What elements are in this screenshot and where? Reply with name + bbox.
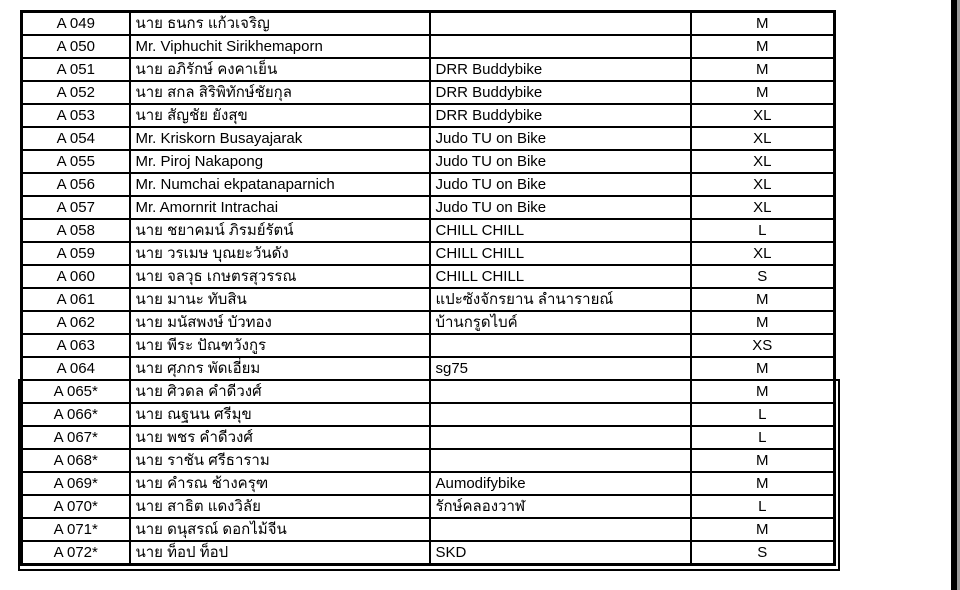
cell-code: A 055 bbox=[22, 150, 130, 173]
table-row bbox=[22, 58, 835, 81]
cell-code: A 069* bbox=[22, 472, 130, 495]
cell-code: A 062 bbox=[22, 311, 130, 334]
cell-code: A 058 bbox=[22, 219, 130, 242]
cell-code: A 060 bbox=[22, 265, 130, 288]
table-row bbox=[22, 334, 835, 357]
cell-size: M bbox=[691, 81, 835, 104]
cell-size: S bbox=[691, 541, 835, 565]
cell-size: M bbox=[691, 58, 835, 81]
cell-team: CHILL CHILL bbox=[430, 265, 691, 288]
cell-team bbox=[430, 380, 691, 403]
cell-name: นาย สาธิต แดงวิลัย bbox=[130, 495, 430, 518]
cell-size: M bbox=[691, 35, 835, 58]
cell-team: sg75 bbox=[430, 357, 691, 380]
cell-code: A 064 bbox=[22, 357, 130, 380]
cell-name: นาย สัญชัย ยังสุข bbox=[130, 104, 430, 127]
cell-code: A 068* bbox=[22, 449, 130, 472]
table-row bbox=[22, 288, 835, 311]
cell-name: นาย มนัสพงษ์ บัวทอง bbox=[130, 311, 430, 334]
cell-size: L bbox=[691, 426, 835, 449]
cell-name: นาย มานะ ทับสิน bbox=[130, 288, 430, 311]
cell-name: Mr. Viphuchit Sirikhemaporn bbox=[130, 35, 430, 58]
cell-team bbox=[430, 449, 691, 472]
table-row bbox=[22, 357, 835, 380]
table-row bbox=[22, 426, 835, 449]
table-row bbox=[22, 219, 835, 242]
cell-name: นาย ท็อป ท็อป bbox=[130, 541, 430, 565]
table-row bbox=[22, 380, 835, 403]
cell-code: A 054 bbox=[22, 127, 130, 150]
cell-name: Mr. Kriskorn Busayajarak bbox=[130, 127, 430, 150]
cell-size: XS bbox=[691, 334, 835, 357]
cell-code: A 056 bbox=[22, 173, 130, 196]
cell-size: M bbox=[691, 311, 835, 334]
cell-team: CHILL CHILL bbox=[430, 219, 691, 242]
cell-code: A 050 bbox=[22, 35, 130, 58]
cell-code: A 053 bbox=[22, 104, 130, 127]
table-row bbox=[22, 104, 835, 127]
cell-size: XL bbox=[691, 196, 835, 219]
cell-name: Mr. Piroj Nakapong bbox=[130, 150, 430, 173]
cell-name: นาย วรเมษ บุณยะวันดัง bbox=[130, 242, 430, 265]
cell-size: S bbox=[691, 265, 835, 288]
cell-team bbox=[430, 334, 691, 357]
cell-size: M bbox=[691, 357, 835, 380]
cell-name: Mr. Amornrit Intrachai bbox=[130, 196, 430, 219]
cell-size: XL bbox=[691, 150, 835, 173]
cell-code: A 072* bbox=[22, 541, 130, 565]
cell-code: A 049 bbox=[22, 12, 130, 36]
table-row bbox=[22, 311, 835, 334]
cell-name: นาย สกล สิริพิทักษ์ชัยกุล bbox=[130, 81, 430, 104]
cell-team: DRR Buddybike bbox=[430, 104, 691, 127]
cell-team: DRR Buddybike bbox=[430, 58, 691, 81]
cell-size: XL bbox=[691, 173, 835, 196]
cell-name: นาย ศุภกร พัดเอี่ยม bbox=[130, 357, 430, 380]
cell-code: A 052 bbox=[22, 81, 130, 104]
cell-size: XL bbox=[691, 104, 835, 127]
cell-size: XL bbox=[691, 127, 835, 150]
cell-team bbox=[430, 12, 691, 36]
cell-name: นาย ศิวดล คำดีวงศ์ bbox=[130, 380, 430, 403]
table-row bbox=[22, 449, 835, 472]
table-row bbox=[22, 35, 835, 58]
cell-team: Judo TU on Bike bbox=[430, 127, 691, 150]
cell-name: นาย ณฐนน ศรีมุข bbox=[130, 403, 430, 426]
cell-code: A 057 bbox=[22, 196, 130, 219]
cell-size: M bbox=[691, 12, 835, 36]
cell-code: A 059 bbox=[22, 242, 130, 265]
table-row bbox=[22, 518, 835, 541]
table-row bbox=[22, 472, 835, 495]
cell-team: Judo TU on Bike bbox=[430, 196, 691, 219]
table-row bbox=[22, 173, 835, 196]
cell-team: Judo TU on Bike bbox=[430, 173, 691, 196]
cell-team: แปะซังจักรยาน ลำนารายณ์ bbox=[430, 288, 691, 311]
table-row bbox=[22, 541, 835, 565]
cell-team: บ้านกรูดไบค์ bbox=[430, 311, 691, 334]
cell-team: DRR Buddybike bbox=[430, 81, 691, 104]
cell-size: L bbox=[691, 403, 835, 426]
cell-team bbox=[430, 426, 691, 449]
cell-team bbox=[430, 403, 691, 426]
table-row bbox=[22, 127, 835, 150]
cell-size: L bbox=[691, 219, 835, 242]
cell-team: Aumodifybike bbox=[430, 472, 691, 495]
table-row bbox=[22, 242, 835, 265]
cell-name: นาย ธนกร แก้วเจริญ bbox=[130, 12, 430, 36]
cell-team: CHILL CHILL bbox=[430, 242, 691, 265]
cell-name: Mr. Numchai ekpatanaparnich bbox=[130, 173, 430, 196]
cell-size: XL bbox=[691, 242, 835, 265]
table-row bbox=[22, 150, 835, 173]
cell-code: A 063 bbox=[22, 334, 130, 357]
cell-name: นาย พีระ ปัณฑวังกูร bbox=[130, 334, 430, 357]
table-row bbox=[22, 495, 835, 518]
cell-name: นาย พชร คำดีวงศ์ bbox=[130, 426, 430, 449]
cell-code: A 065* bbox=[22, 380, 130, 403]
cell-name: นาย ราชัน ศรีธาราม bbox=[130, 449, 430, 472]
cell-size: L bbox=[691, 495, 835, 518]
table-row bbox=[22, 265, 835, 288]
cell-team bbox=[430, 518, 691, 541]
cell-code: A 071* bbox=[22, 518, 130, 541]
registration-table-body bbox=[22, 12, 835, 565]
cell-name: นาย ดนุสรณ์ ดอกไม้จีน bbox=[130, 518, 430, 541]
cell-code: A 070* bbox=[22, 495, 130, 518]
cell-size: M bbox=[691, 288, 835, 311]
cell-name: นาย อภิรักษ์ คงคาเย็น bbox=[130, 58, 430, 81]
cell-name: นาย จลวุธ เกษตรสุวรรณ bbox=[130, 265, 430, 288]
cell-team bbox=[430, 35, 691, 58]
cell-code: A 051 bbox=[22, 58, 130, 81]
cell-size: M bbox=[691, 380, 835, 403]
table-row bbox=[22, 81, 835, 104]
registration-table bbox=[20, 10, 836, 566]
cell-code: A 061 bbox=[22, 288, 130, 311]
cell-team: Judo TU on Bike bbox=[430, 150, 691, 173]
table-row bbox=[22, 12, 835, 36]
cell-code: A 067* bbox=[22, 426, 130, 449]
cell-code: A 066* bbox=[22, 403, 130, 426]
table-row bbox=[22, 403, 835, 426]
table-row bbox=[22, 196, 835, 219]
cell-size: M bbox=[691, 518, 835, 541]
cell-team: SKD bbox=[430, 541, 691, 565]
cell-size: M bbox=[691, 472, 835, 495]
cell-name: นาย ชยาคมน์ ภิรมย์รัตน์ bbox=[130, 219, 430, 242]
cell-name: นาย คำรณ ช้างครุฑ bbox=[130, 472, 430, 495]
cell-size: M bbox=[691, 449, 835, 472]
cell-team: รักษ์คลองวาฬ bbox=[430, 495, 691, 518]
